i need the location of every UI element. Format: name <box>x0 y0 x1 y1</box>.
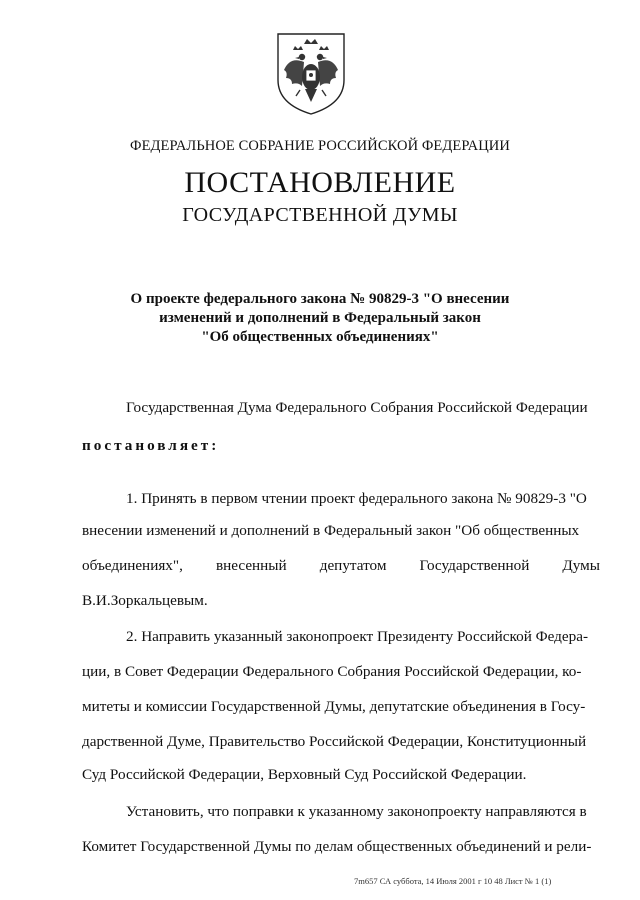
item-2-line: дарственной Думе, Правительство Российской Федерации, Конституционный <box>82 733 587 750</box>
word: Думы <box>562 557 600 574</box>
item-1-line: внесении изменений и дополнений в Федеральный закон "Об общественных <box>82 522 580 539</box>
print-stamp: 7m657 СА суббота, 14 Июля 2001 г 10 48 Лист № 1 (1) <box>354 876 552 886</box>
word: Государственной <box>419 557 530 574</box>
document-issuer: ГОСУДАРСТВЕННОЙ ДУМЫ <box>182 204 458 226</box>
subject-line: О проекте федерального закона № 90829-3 "О внесении <box>130 291 510 307</box>
russian-coat-of-arms-icon <box>274 30 348 116</box>
document-subject <box>120 290 520 347</box>
item-2-line: 2. Направить указанный законопроект Президенту Российской Федера- <box>126 628 589 645</box>
subject-line: изменений и дополнений в Федеральный закон <box>159 310 481 326</box>
preamble: Государственная Дума Федерального Собрания Российской Федерации <box>126 399 588 416</box>
assembly-title: ФЕДЕРАЛЬНОЕ СОБРАНИЕ РОССИЙСКОЙ ФЕДЕРАЦИИ <box>130 138 510 154</box>
item-3-line: Установить, что поправки к указанному законопроекту направляются в <box>126 803 587 820</box>
document-type: ПОСТАНОВЛЕНИЕ <box>184 166 456 199</box>
item-3-line: Комитет Государственной Думы по делам общественных объединений и рели- <box>82 838 592 855</box>
word: депутатом <box>319 557 387 574</box>
resolves-word: постановляет: <box>82 437 220 454</box>
item-1-justified-line <box>82 557 600 575</box>
word: внесенный <box>215 557 287 574</box>
item-2-line: Суд Российской Федерации, Верховный Суд Российской Федерации. <box>82 766 527 783</box>
item-2-line: митеты и комиссии Государственной Думы, депутатские объединения в Госу- <box>82 698 586 715</box>
subject-line: "Об общественных объединениях" <box>201 329 439 345</box>
item-1-line: 1. Принять в первом чтении проект федерального закона № 90829-3 "О <box>126 490 587 507</box>
item-1-line: В.И.Зоркальцевым. <box>82 592 208 609</box>
item-2-line: ции, в Совет Федерации Федерального Собрания Российской Федерации, ко- <box>82 663 582 680</box>
word: объединениях", <box>82 557 183 574</box>
